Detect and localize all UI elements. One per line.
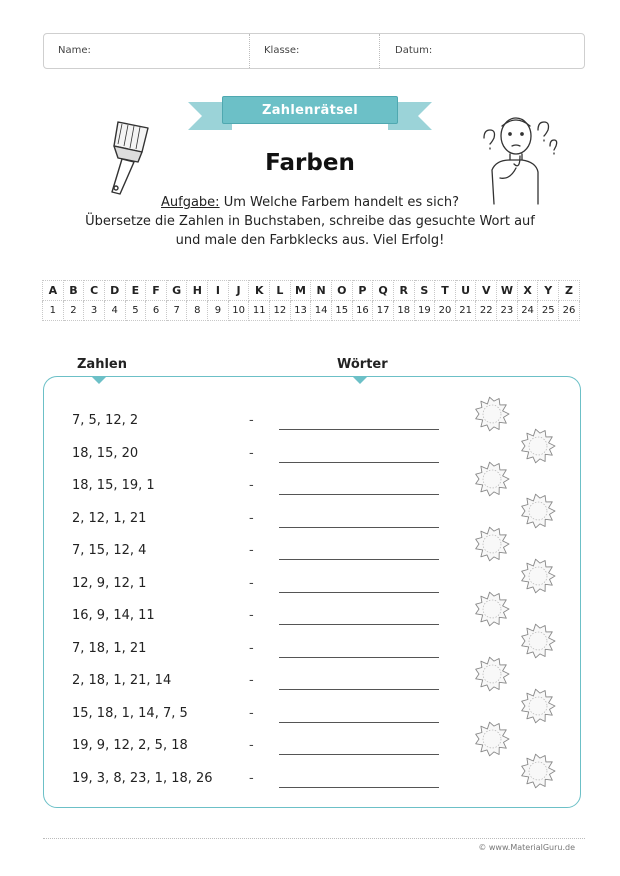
- row-dash: -: [249, 673, 254, 688]
- exercise-row: [72, 576, 452, 596]
- alphabet-letter-cell: Y: [538, 281, 559, 301]
- answer-line[interactable]: [279, 527, 439, 528]
- alphabet-number-cell: 16: [352, 301, 373, 321]
- exercise-row: [72, 608, 452, 628]
- paint-splat-icon[interactable]: [472, 394, 512, 438]
- answer-line[interactable]: [279, 754, 439, 755]
- alphabet-number-cell: 15: [331, 301, 352, 321]
- alphabet-letter-cell: B: [63, 281, 84, 301]
- numbers-column-header: Zahlen: [77, 357, 127, 372]
- answer-line[interactable]: [279, 722, 439, 723]
- answer-line[interactable]: [279, 429, 439, 430]
- number-sequence: 19, 3, 8, 23, 1, 18, 26: [72, 770, 213, 786]
- alphabet-letter-cell: H: [187, 281, 208, 301]
- number-sequence: 18, 15, 19, 1: [72, 478, 155, 493]
- number-sequence: 7, 5, 12, 2: [72, 413, 139, 428]
- alphabet-number-cell: 24: [517, 301, 538, 321]
- alphabet-letter-cell: Q: [373, 281, 394, 301]
- number-sequence: 7, 15, 12, 4: [72, 543, 147, 558]
- answer-line[interactable]: [279, 559, 439, 560]
- paint-splat-icon[interactable]: [472, 459, 512, 503]
- alphabet-letter-cell: W: [497, 281, 518, 301]
- alphabet-number-cell: 1: [43, 301, 64, 321]
- exercise-row: [72, 706, 452, 726]
- alphabet-letter-cell: P: [352, 281, 373, 301]
- alphabet-code-table: [42, 280, 580, 321]
- class-label: Klasse:: [264, 45, 300, 56]
- alphabet-number-cell: 25: [538, 301, 559, 321]
- alphabet-letter-cell: Z: [559, 281, 580, 301]
- alphabet-letter-cell: X: [517, 281, 538, 301]
- alphabet-number-cell: 19: [414, 301, 435, 321]
- alphabet-letter-cell: T: [435, 281, 456, 301]
- alphabet-numbers-row: [43, 301, 580, 321]
- task-label: Aufgabe:: [161, 195, 220, 210]
- exercise-row: [72, 478, 452, 498]
- number-sequence: 2, 18, 1, 21, 14: [72, 673, 172, 688]
- alphabet-number-cell: 5: [125, 301, 146, 321]
- instructions: [60, 193, 560, 250]
- exercise-row: [72, 673, 452, 693]
- paint-splat-icon[interactable]: [472, 524, 512, 568]
- alphabet-number-cell: 9: [208, 301, 229, 321]
- row-dash: -: [249, 640, 254, 656]
- answer-line[interactable]: [279, 657, 439, 658]
- alphabet-number-cell: 23: [497, 301, 518, 321]
- paint-splat-icon[interactable]: [518, 686, 558, 730]
- alphabet-letter-cell: F: [146, 281, 167, 301]
- exercise-row: [72, 771, 452, 791]
- instructions-line-3: und male den Farbklecks aus. Viel Erfolg!: [175, 233, 445, 248]
- answer-line[interactable]: [279, 689, 439, 690]
- answer-line[interactable]: [279, 462, 439, 463]
- number-sequence: 16, 9, 14, 11: [72, 608, 155, 623]
- answer-line[interactable]: [279, 624, 439, 625]
- student-info-header: [43, 33, 585, 69]
- footer-divider: [43, 838, 585, 839]
- exercise-row: [72, 511, 452, 531]
- alphabet-number-cell: 3: [84, 301, 105, 321]
- alphabet-number-cell: 21: [455, 301, 476, 321]
- alphabet-number-cell: 7: [166, 301, 187, 321]
- alphabet-number-cell: 6: [146, 301, 167, 321]
- alphabet-number-cell: 2: [63, 301, 84, 321]
- paint-splat-icon[interactable]: [518, 621, 558, 665]
- exercise-row: [72, 446, 452, 466]
- alphabet-letter-cell: L: [270, 281, 291, 301]
- alphabet-letter-cell: A: [43, 281, 64, 301]
- row-dash: -: [249, 738, 254, 753]
- row-dash: -: [249, 705, 254, 721]
- paint-splat-icon[interactable]: [472, 654, 512, 698]
- alphabet-letter-cell: M: [290, 281, 311, 301]
- row-dash: -: [249, 543, 254, 558]
- row-dash: -: [249, 478, 254, 493]
- number-sequence: 15, 18, 1, 14, 7, 5: [72, 705, 188, 721]
- row-dash: -: [249, 445, 254, 461]
- alphabet-letter-cell: N: [311, 281, 332, 301]
- paint-splat-icon[interactable]: [518, 426, 558, 470]
- alphabet-letter-cell: J: [228, 281, 249, 301]
- alphabet-number-cell: 14: [311, 301, 332, 321]
- alphabet-number-cell: 17: [373, 301, 394, 321]
- alphabet-letter-cell: O: [331, 281, 352, 301]
- paint-splat-icon[interactable]: [472, 589, 512, 633]
- alphabet-letter-cell: C: [84, 281, 105, 301]
- row-dash: -: [249, 413, 254, 428]
- answer-line[interactable]: [279, 494, 439, 495]
- footer-credit: © www.MaterialGuru.de: [478, 843, 575, 852]
- alphabet-letter-cell: D: [104, 281, 125, 301]
- exercise-row: [72, 543, 452, 563]
- alphabet-number-cell: 4: [104, 301, 125, 321]
- row-dash: -: [249, 575, 254, 591]
- words-column-header: Wörter: [337, 357, 388, 372]
- alphabet-letter-cell: S: [414, 281, 435, 301]
- alphabet-letter-cell: V: [476, 281, 497, 301]
- number-sequence: 19, 9, 12, 2, 5, 18: [72, 738, 188, 753]
- alphabet-number-cell: 22: [476, 301, 497, 321]
- alphabet-number-cell: 18: [393, 301, 414, 321]
- header-divider: [249, 34, 250, 68]
- paint-splat-icon[interactable]: [518, 491, 558, 535]
- alphabet-letter-cell: R: [393, 281, 414, 301]
- alphabet-number-cell: 20: [435, 301, 456, 321]
- worksheet-title: Farben: [265, 150, 355, 176]
- exercise-row: [72, 641, 452, 661]
- alphabet-letters-row: [43, 281, 580, 301]
- paint-splat-icon[interactable]: [518, 751, 558, 795]
- paint-splat-icon[interactable]: [472, 719, 512, 763]
- row-dash: -: [249, 770, 254, 786]
- alphabet-letter-cell: U: [455, 281, 476, 301]
- answer-line[interactable]: [279, 592, 439, 593]
- instructions-line-1: [60, 193, 560, 212]
- name-label: Name:: [58, 45, 91, 56]
- answer-line[interactable]: [279, 787, 439, 788]
- instructions-line-2: Übersetze die Zahlen in Buchstaben, schreibe das gesuchte Wort auf: [85, 214, 535, 229]
- alphabet-number-cell: 10: [228, 301, 249, 321]
- alphabet-number-cell: 13: [290, 301, 311, 321]
- banner: [222, 96, 398, 124]
- number-sequence: 7, 18, 1, 21: [72, 640, 147, 656]
- paint-splat-icon[interactable]: [518, 556, 558, 600]
- alphabet-number-cell: 26: [559, 301, 580, 321]
- number-sequence: 12, 9, 12, 1: [72, 575, 147, 591]
- alphabet-number-cell: 8: [187, 301, 208, 321]
- row-dash: -: [249, 608, 254, 623]
- alphabet-letter-cell: G: [166, 281, 187, 301]
- alphabet-number-cell: 12: [270, 301, 291, 321]
- banner-label: Zahlenrätsel: [262, 102, 358, 118]
- exercise-row: [72, 413, 452, 433]
- number-sequence: 18, 15, 20: [72, 445, 139, 461]
- header-divider: [379, 34, 380, 68]
- exercise-row: [72, 738, 452, 758]
- alphabet-letter-cell: E: [125, 281, 146, 301]
- task-question: Um Welche Farbem handelt es sich?: [219, 195, 459, 210]
- date-label: Datum:: [395, 45, 433, 56]
- alphabet-letter-cell: I: [208, 281, 229, 301]
- row-dash: -: [249, 510, 254, 526]
- number-sequence: 2, 12, 1, 21: [72, 510, 147, 526]
- alphabet-letter-cell: K: [249, 281, 270, 301]
- alphabet-number-cell: 11: [249, 301, 270, 321]
